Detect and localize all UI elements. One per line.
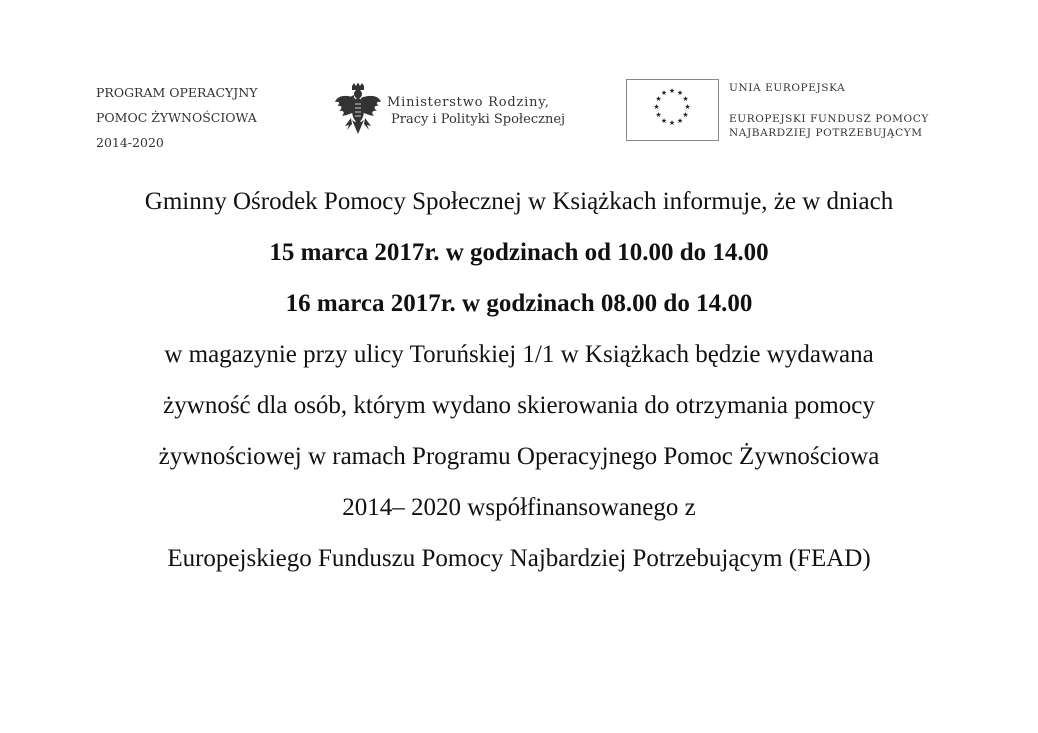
announcement-intro: Gminny Ośrodek Pomocy Społecznej w Książkach informuje, że w dniach bbox=[144, 188, 894, 215]
announcement-body bbox=[0, 180, 1038, 588]
svg-text:★: ★ bbox=[676, 89, 684, 97]
svg-text:★: ★ bbox=[682, 95, 689, 103]
svg-text:★: ★ bbox=[660, 117, 668, 125]
svg-text:★: ★ bbox=[682, 111, 689, 119]
svg-text:★: ★ bbox=[668, 87, 676, 95]
eu-fund-line-2: NAJBARDZIEJ POTRZEBUJĄCYM bbox=[729, 127, 923, 139]
ministry-line-2: Pracy i Polityki Społecznej bbox=[391, 112, 566, 127]
header-logos bbox=[0, 0, 1038, 160]
eu-stars-circle bbox=[627, 80, 718, 140]
eu-flag-icon bbox=[626, 79, 719, 141]
ministry-name bbox=[387, 94, 565, 128]
announcement-location: w magazynie przy ulicy Toruńskiej 1/1 w Książkach będzie wydawana bbox=[164, 341, 874, 368]
eu-title: UNIA EUROPEJSKA bbox=[729, 82, 846, 94]
announcement-cofinancing: 2014– 2020 współfinansowanego z bbox=[342, 494, 696, 521]
eu-text bbox=[729, 80, 929, 140]
ministry-line-1: Ministerstwo Rodziny, bbox=[387, 95, 550, 110]
program-line-2: POMOC ŻYWNOŚCIOWA bbox=[96, 110, 257, 125]
program-line-1: PROGRAM OPERACYJNY bbox=[96, 85, 258, 100]
announcement-program: żywnościowej w ramach Programu Operacyjnego Pomoc Żywnościowa bbox=[158, 443, 880, 470]
svg-text:★: ★ bbox=[653, 103, 660, 111]
announcement-date-1: 15 marca 2017r. w godzinach od 10.00 do 14.00 bbox=[269, 239, 769, 266]
program-line-3: 2014-2020 bbox=[96, 135, 164, 150]
announcement-date-2: 16 marca 2017r. w godzinach 08.00 do 14.00 bbox=[285, 290, 753, 317]
svg-text:★: ★ bbox=[668, 119, 676, 127]
polish-eagle-emblem-icon bbox=[333, 82, 383, 138]
svg-text:★: ★ bbox=[676, 117, 684, 125]
svg-text:★: ★ bbox=[655, 95, 662, 103]
announcement-fund: Europejskiego Funduszu Pomocy Najbardziej Potrzebującym (FEAD) bbox=[167, 545, 871, 572]
eu-fund-line-1: EUROPEJSKI FUNDUSZ POMOCY bbox=[729, 113, 929, 125]
svg-text:★: ★ bbox=[660, 89, 668, 97]
svg-text:★: ★ bbox=[684, 103, 691, 111]
svg-text:★: ★ bbox=[655, 111, 662, 119]
announcement-recipients: żywność dla osób, którym wydano skierowania do otrzymania pomocy bbox=[163, 392, 875, 419]
program-logo bbox=[96, 80, 306, 155]
